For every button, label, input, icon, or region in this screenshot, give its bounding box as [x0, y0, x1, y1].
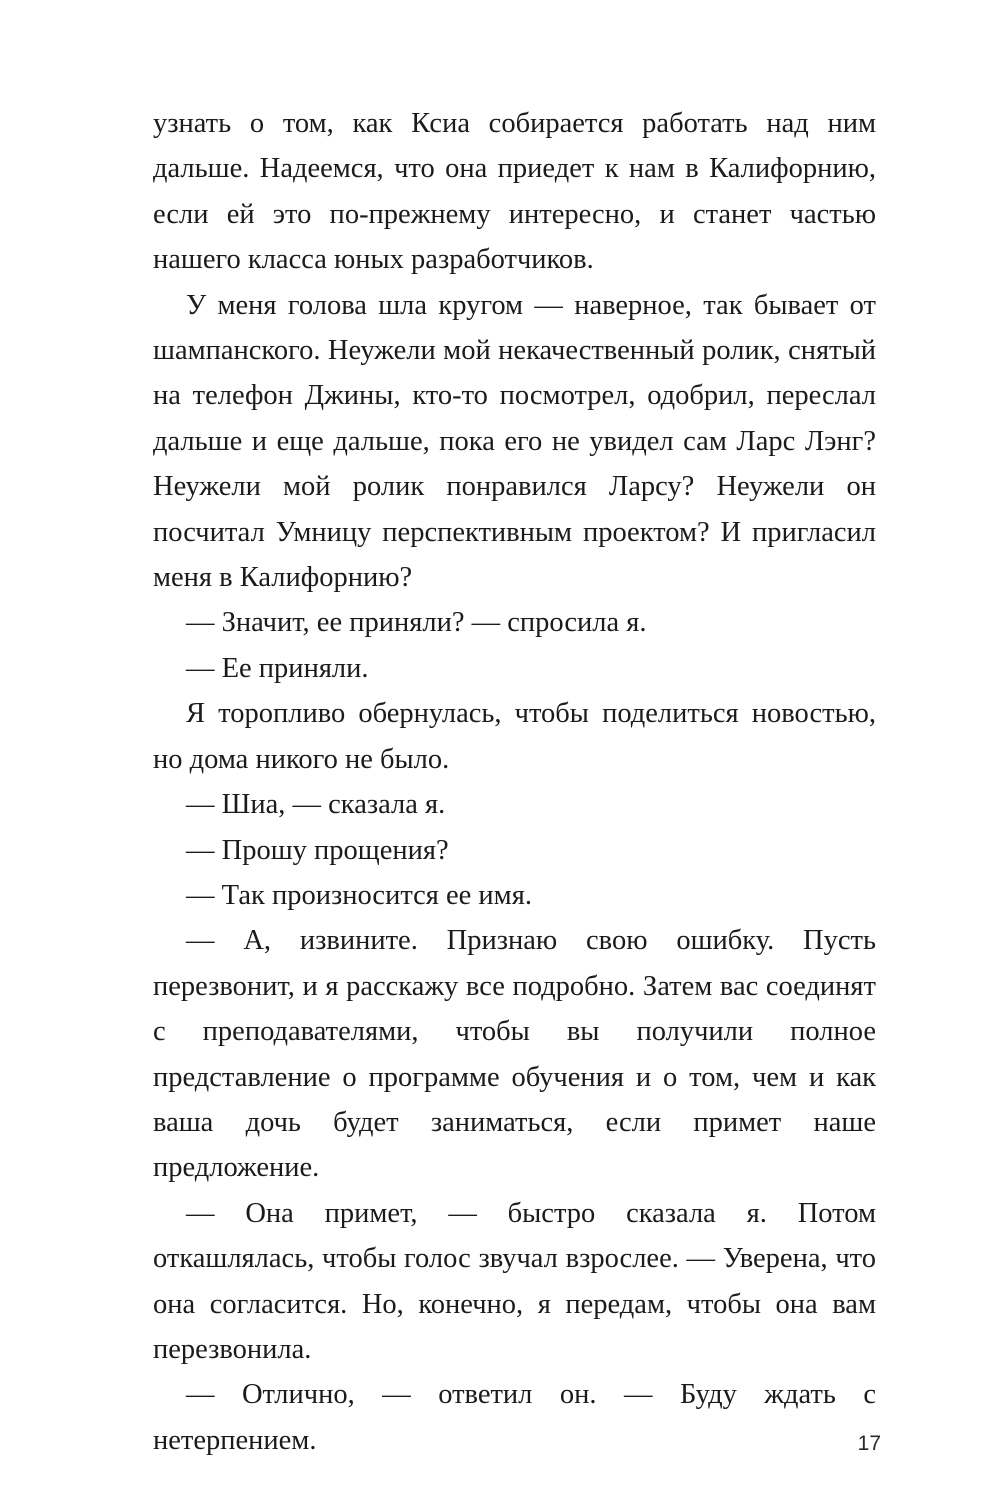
page-number: 17 — [857, 1432, 881, 1455]
paragraph-narration: У меня голова шла кругом — наверное, так бывает от шампанского. Неужели мой некачественный ролик, снятый на телефон Джины, кто-то посмотрел, одобрил, переслал дальше и еще дальше, пока его не увидел сам Ларс Лэнг? Неужели мой ролик понравился Ларсу? Неужели он посчитал Умницу перспективным проектом? И пригласил меня в Калифорнию? — [153, 289, 876, 594]
dialogue-line: — Ее приняли. — [186, 652, 369, 684]
page-body — [153, 101, 876, 1463]
dialogue-line: — Так произносится ее имя. — [186, 879, 532, 911]
dialogue-line: — А, извините. Признаю свою ошибку. Пусть перезвонит, и я расскажу все подробно. Затем вас соединят с преподавателями, чтобы вы получили полное представление о программе обучения и о том, чем и как ваша дочь будет заниматься, если примет наше предложение. — [153, 925, 876, 1184]
dialogue-line: — Она примет, — быстро сказала я. Потом откашлялась, чтобы голос звучал взрослее. — Уверена, что она согласится. Но, конечно, я передам, чтобы она вам перезвонила. — [153, 1197, 876, 1365]
dialogue-line: — Значит, ее приняли? — спросила я. — [186, 607, 647, 639]
paragraph-narration: Я торопливо обернулась, чтобы поделиться новостью, но дома никого не было. — [153, 698, 876, 775]
paragraph-continuation: узнать о том, как Ксиа собирается работать над ним дальше. Надеемся, что она приедет к нам в Калифорнию, если ей это по-прежнему интересно, и станет частью нашего класса юных разработчиков. — [153, 108, 876, 276]
dialogue-line: — Шиа, — сказала я. — [186, 789, 446, 821]
dialogue-line: — Прошу прощения? — [186, 834, 449, 866]
dialogue-line: — Отлично, — ответил он. — Буду ждать с нетерпением. — [153, 1379, 876, 1456]
